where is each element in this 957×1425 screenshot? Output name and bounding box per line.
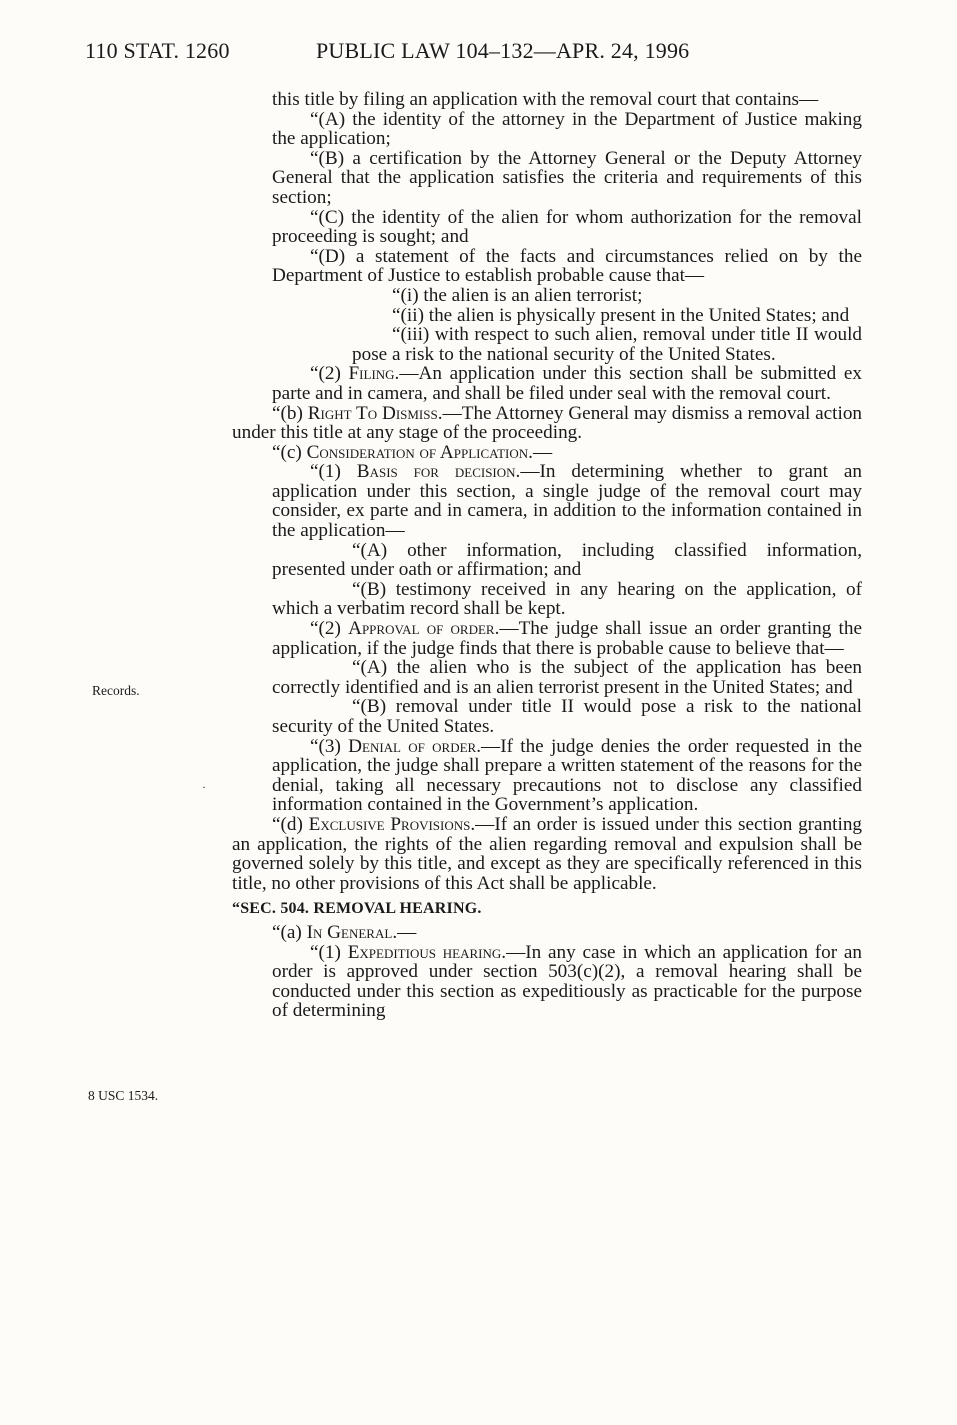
paragraph: “(c) Consideration of Application.— bbox=[272, 441, 553, 463]
running-head: PUBLIC LAW 104–132—APR. 24, 1996 bbox=[316, 38, 690, 63]
stray-mark: · bbox=[202, 780, 206, 794]
statute-text bbox=[232, 90, 862, 1021]
paragraph: “(2) Approval of order.—The judge shall issue an order granting the application, if the judge finds that there is probable cause to believe that— bbox=[272, 618, 862, 659]
paragraph: this title by filing an application with the removal court that contains— bbox=[272, 89, 819, 110]
paragraph: “(iii) with respect to such alien, removal under title II would pose a risk to the national security of the United States. bbox=[352, 324, 862, 365]
paragraph: “(i) the alien is an alien terrorist; bbox=[392, 284, 643, 306]
paragraph: “(2) Filing.—An application under this section shall be submitted ex parte and in camera, and shall be filed under seal with the removal court. bbox=[272, 363, 862, 404]
section-heading: “SEC. 504. REMOVAL HEARING. bbox=[232, 900, 482, 918]
paragraph: “(A) the alien who is the subject of the application has been correctly identified and is an alien terrorist present in the United States; and bbox=[272, 657, 862, 698]
paragraph: “(d) Exclusive Provisions.—If an order is issued under this section granting an application, the rights of the alien regarding removal and expulsion shall be governed solely by this title, and except as they are specifically referenced in this title, no other provisions of this Act shall be applicable. bbox=[232, 813, 863, 894]
margin-note-usc: 8 USC 1534. bbox=[88, 1088, 159, 1103]
paragraph: “(B) testimony received in any hearing on the application, of which a verbatim record shall be kept. bbox=[272, 578, 862, 620]
paragraph: “(1) Expeditious hearing.—In any case in which an application for an order is approved under section 503(c)(2), a removal hearing shall be conducted under this section as expeditiously as practicable for the purpose of determining bbox=[272, 941, 862, 1022]
paragraph: “(B) a certification by the Attorney General or the Deputy Attorney General that the application satisfies the criteria and requirements of this section; bbox=[272, 147, 862, 208]
paragraph: “(C) the identity of the alien for whom authorization for the removal proceeding is sought; and bbox=[272, 206, 862, 248]
margin-note-records: Records. bbox=[92, 683, 140, 698]
page-citation: 110 STAT. 1260 bbox=[85, 38, 230, 63]
paragraph: “(A) other information, including classified information, presented under oath or affirmation; and bbox=[272, 539, 862, 581]
paragraph: “(3) Denial of order.—If the judge denies the order requested in the application, the judge shall prepare a written statement of the reasons for the denial, taking all necessary precautions not to disclose any classified information contained in the Government’s application. bbox=[272, 735, 862, 816]
paragraph: “(A) the identity of the attorney in the Department of Justice making the application; bbox=[272, 108, 862, 150]
paragraph: “(1) Basis for decision.—In determining whether to grant an application under this section, a single judge of the removal court may consider, ex parte and in camera, in addition to the information contained in the application— bbox=[272, 461, 862, 542]
paragraph: “(a) In General.— bbox=[272, 921, 417, 943]
paragraph: “(D) a statement of the facts and circumstances relied on by the Department of Justice to establish probable cause that— bbox=[272, 245, 862, 287]
paragraph: “(ii) the alien is physically present in the United States; and bbox=[392, 304, 850, 326]
paragraph: “(b) Right To Dismiss.—The Attorney General may dismiss a removal action under this title at any stage of the proceeding. bbox=[232, 402, 863, 444]
paragraph: “(B) removal under title II would pose a risk to the national security of the United States. bbox=[272, 696, 862, 737]
